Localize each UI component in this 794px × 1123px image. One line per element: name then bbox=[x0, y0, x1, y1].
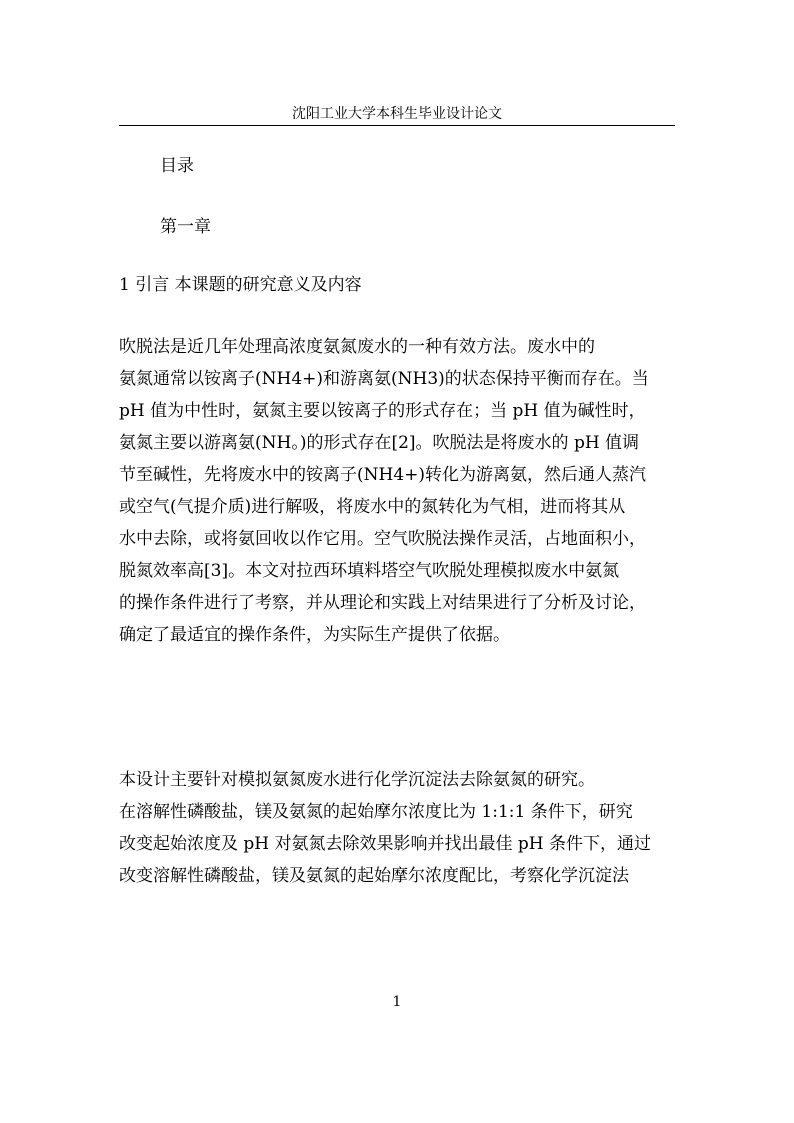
body-paragraph-2 bbox=[119, 764, 675, 892]
paragraph-line: 节至碱性，先将废水中的铵离子(NH4+)转化为游离氨，然后通人蒸汽 bbox=[119, 465, 647, 485]
paragraph-line: 在溶解性磷酸盐，镁及氨氮的起始摩尔浓度比为 1:1:1 条件下，研究 bbox=[119, 802, 633, 822]
paragraph-line: 氨氮通常以铵离子(NH4+)和游离氨(NH3)的状态保持平衡而存在。当 bbox=[119, 369, 649, 389]
paragraph-line: 吹脱法是近几年处理高浓度氨氮废水的一种有效方法。废水中的 bbox=[119, 337, 595, 357]
paragraph-line: 本设计主要针对模拟氨氮废水进行化学沉淀法去除氨氮的研究。 bbox=[119, 770, 595, 790]
paragraph-line: 改变溶解性磷酸盐，镁及氨氮的起始摩尔浓度配比，考察化学沉淀法 bbox=[119, 866, 629, 886]
header-rule bbox=[119, 125, 675, 126]
chapter-heading: 第一章 bbox=[160, 217, 211, 237]
paragraph-line: 脱氮效率高[3]。本文对拉西环填料塔空气吹脱处理模拟废水中氨氮 bbox=[119, 561, 620, 581]
paragraph-line: 改变起始浓度及 pH 对氨氮去除效果影响并找出最佳 pH 条件下，通过 bbox=[119, 834, 652, 854]
paragraph-line: 确定了最适宜的操作条件，为实际生产提供了依据。 bbox=[119, 625, 510, 645]
toc-heading: 目录 bbox=[160, 156, 194, 176]
paragraph-line: 氨氮主要以游离氨(NH。)的形式存在[2]。吹脱法是将废水的 pH 值调 bbox=[119, 433, 640, 453]
section-heading: 1 引言 本课题的研究意义及内容 bbox=[119, 275, 362, 295]
paragraph-line: pH 值为中性时，氨氮主要以铵离子的形式存在；当 pH 值为碱性时， bbox=[119, 401, 646, 421]
page-number: 1 bbox=[392, 994, 402, 1010]
page-header: 沈阳工业大学本科生毕业设计论文 bbox=[292, 106, 502, 122]
paragraph-line: 或空气(气提介质)进行解吸，将废水中的氮转化为气相，进而将其从 bbox=[119, 497, 626, 517]
paragraph-line: 水中去除，或将氨回收以作它用。空气吹脱法操作灵活，占地面积小， bbox=[119, 529, 646, 549]
paragraph-line: 的操作条件进行了考察，并从理论和实践上对结果进行了分析及讨论， bbox=[119, 593, 646, 613]
body-paragraph-1 bbox=[119, 331, 675, 651]
